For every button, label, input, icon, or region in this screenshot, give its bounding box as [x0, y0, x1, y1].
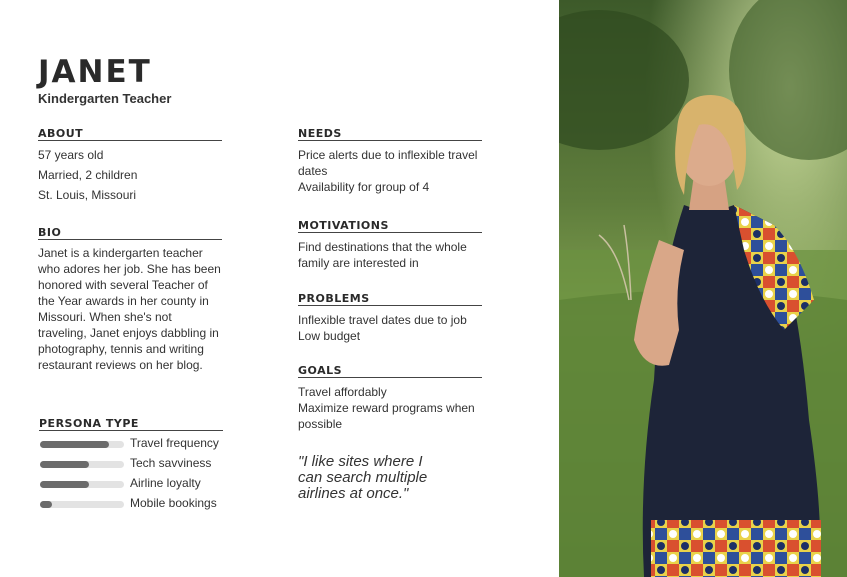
bio-section — [38, 226, 222, 373]
motivations-heading: MOTIVATIONS — [298, 219, 482, 233]
problems-section — [298, 292, 482, 344]
bio-heading: BIO — [38, 226, 222, 240]
needs-lines — [298, 147, 482, 195]
trait-airline-loyalty — [40, 476, 240, 492]
needs-item: Availability for group of 4 — [298, 180, 430, 194]
goals-item: Maximize reward programs when possible — [298, 401, 475, 431]
trait-label: Travel frequency — [130, 436, 219, 450]
persona-type-heading: PERSONA TYPE — [39, 417, 223, 431]
persona-quote: "I like sites where I can search multiple airlines at once." — [298, 453, 428, 502]
trait-label: Airline loyalty — [130, 476, 201, 490]
bio-text: Janet is a kindergarten teacher who adores her job. She has been honored with several Teacher of the Year awards in her county in Missouri. When she's not traveling, Janet enjoys dabbling in photography, tennis and writing restaurant reviews on her blog. — [38, 246, 221, 372]
goals-heading: GOALS — [298, 364, 482, 378]
about-age: 57 years old — [38, 148, 104, 162]
trait-label: Mobile bookings — [130, 496, 217, 510]
needs-item: Price alerts due to inflexible travel dates — [298, 148, 478, 178]
about-family: Married, 2 children — [38, 168, 138, 182]
trait-bar-track — [40, 501, 124, 508]
trait-bar-fill — [40, 481, 89, 488]
needs-section — [298, 127, 482, 195]
problems-item: Inflexible travel dates due to job — [298, 313, 467, 327]
about-heading: ABOUT — [38, 127, 222, 141]
goals-section — [298, 364, 482, 432]
trait-mobile-bookings — [40, 496, 240, 512]
motivations-section — [298, 219, 482, 271]
motivations-lines — [298, 239, 482, 271]
trait-bar-track — [40, 481, 124, 488]
problems-item: Low budget — [298, 329, 361, 343]
trait-label: Tech savviness — [130, 456, 212, 470]
persona-role: Kindergarten Teacher — [38, 91, 172, 106]
trait-bar-fill — [40, 461, 89, 468]
about-section — [38, 127, 222, 207]
trait-travel-frequency — [40, 436, 240, 452]
about-location: St. Louis, Missouri — [38, 188, 137, 202]
goals-lines — [298, 384, 482, 432]
persona-type-section — [39, 417, 223, 431]
goals-item: Travel affordably — [298, 385, 387, 399]
problems-heading: PROBLEMS — [298, 292, 482, 306]
trait-bar-track — [40, 441, 124, 448]
persona-photo — [559, 0, 847, 577]
trait-bar-fill — [40, 501, 52, 508]
problems-lines — [298, 312, 482, 344]
trait-bar-track — [40, 461, 124, 468]
trait-bar-fill — [40, 441, 109, 448]
trait-tech-savviness — [40, 456, 240, 472]
about-lines — [38, 147, 222, 203]
motivations-item: Find destinations that the whole family are interested in — [298, 240, 467, 270]
persona-name: JANET — [38, 54, 152, 90]
needs-heading: NEEDS — [298, 127, 482, 141]
